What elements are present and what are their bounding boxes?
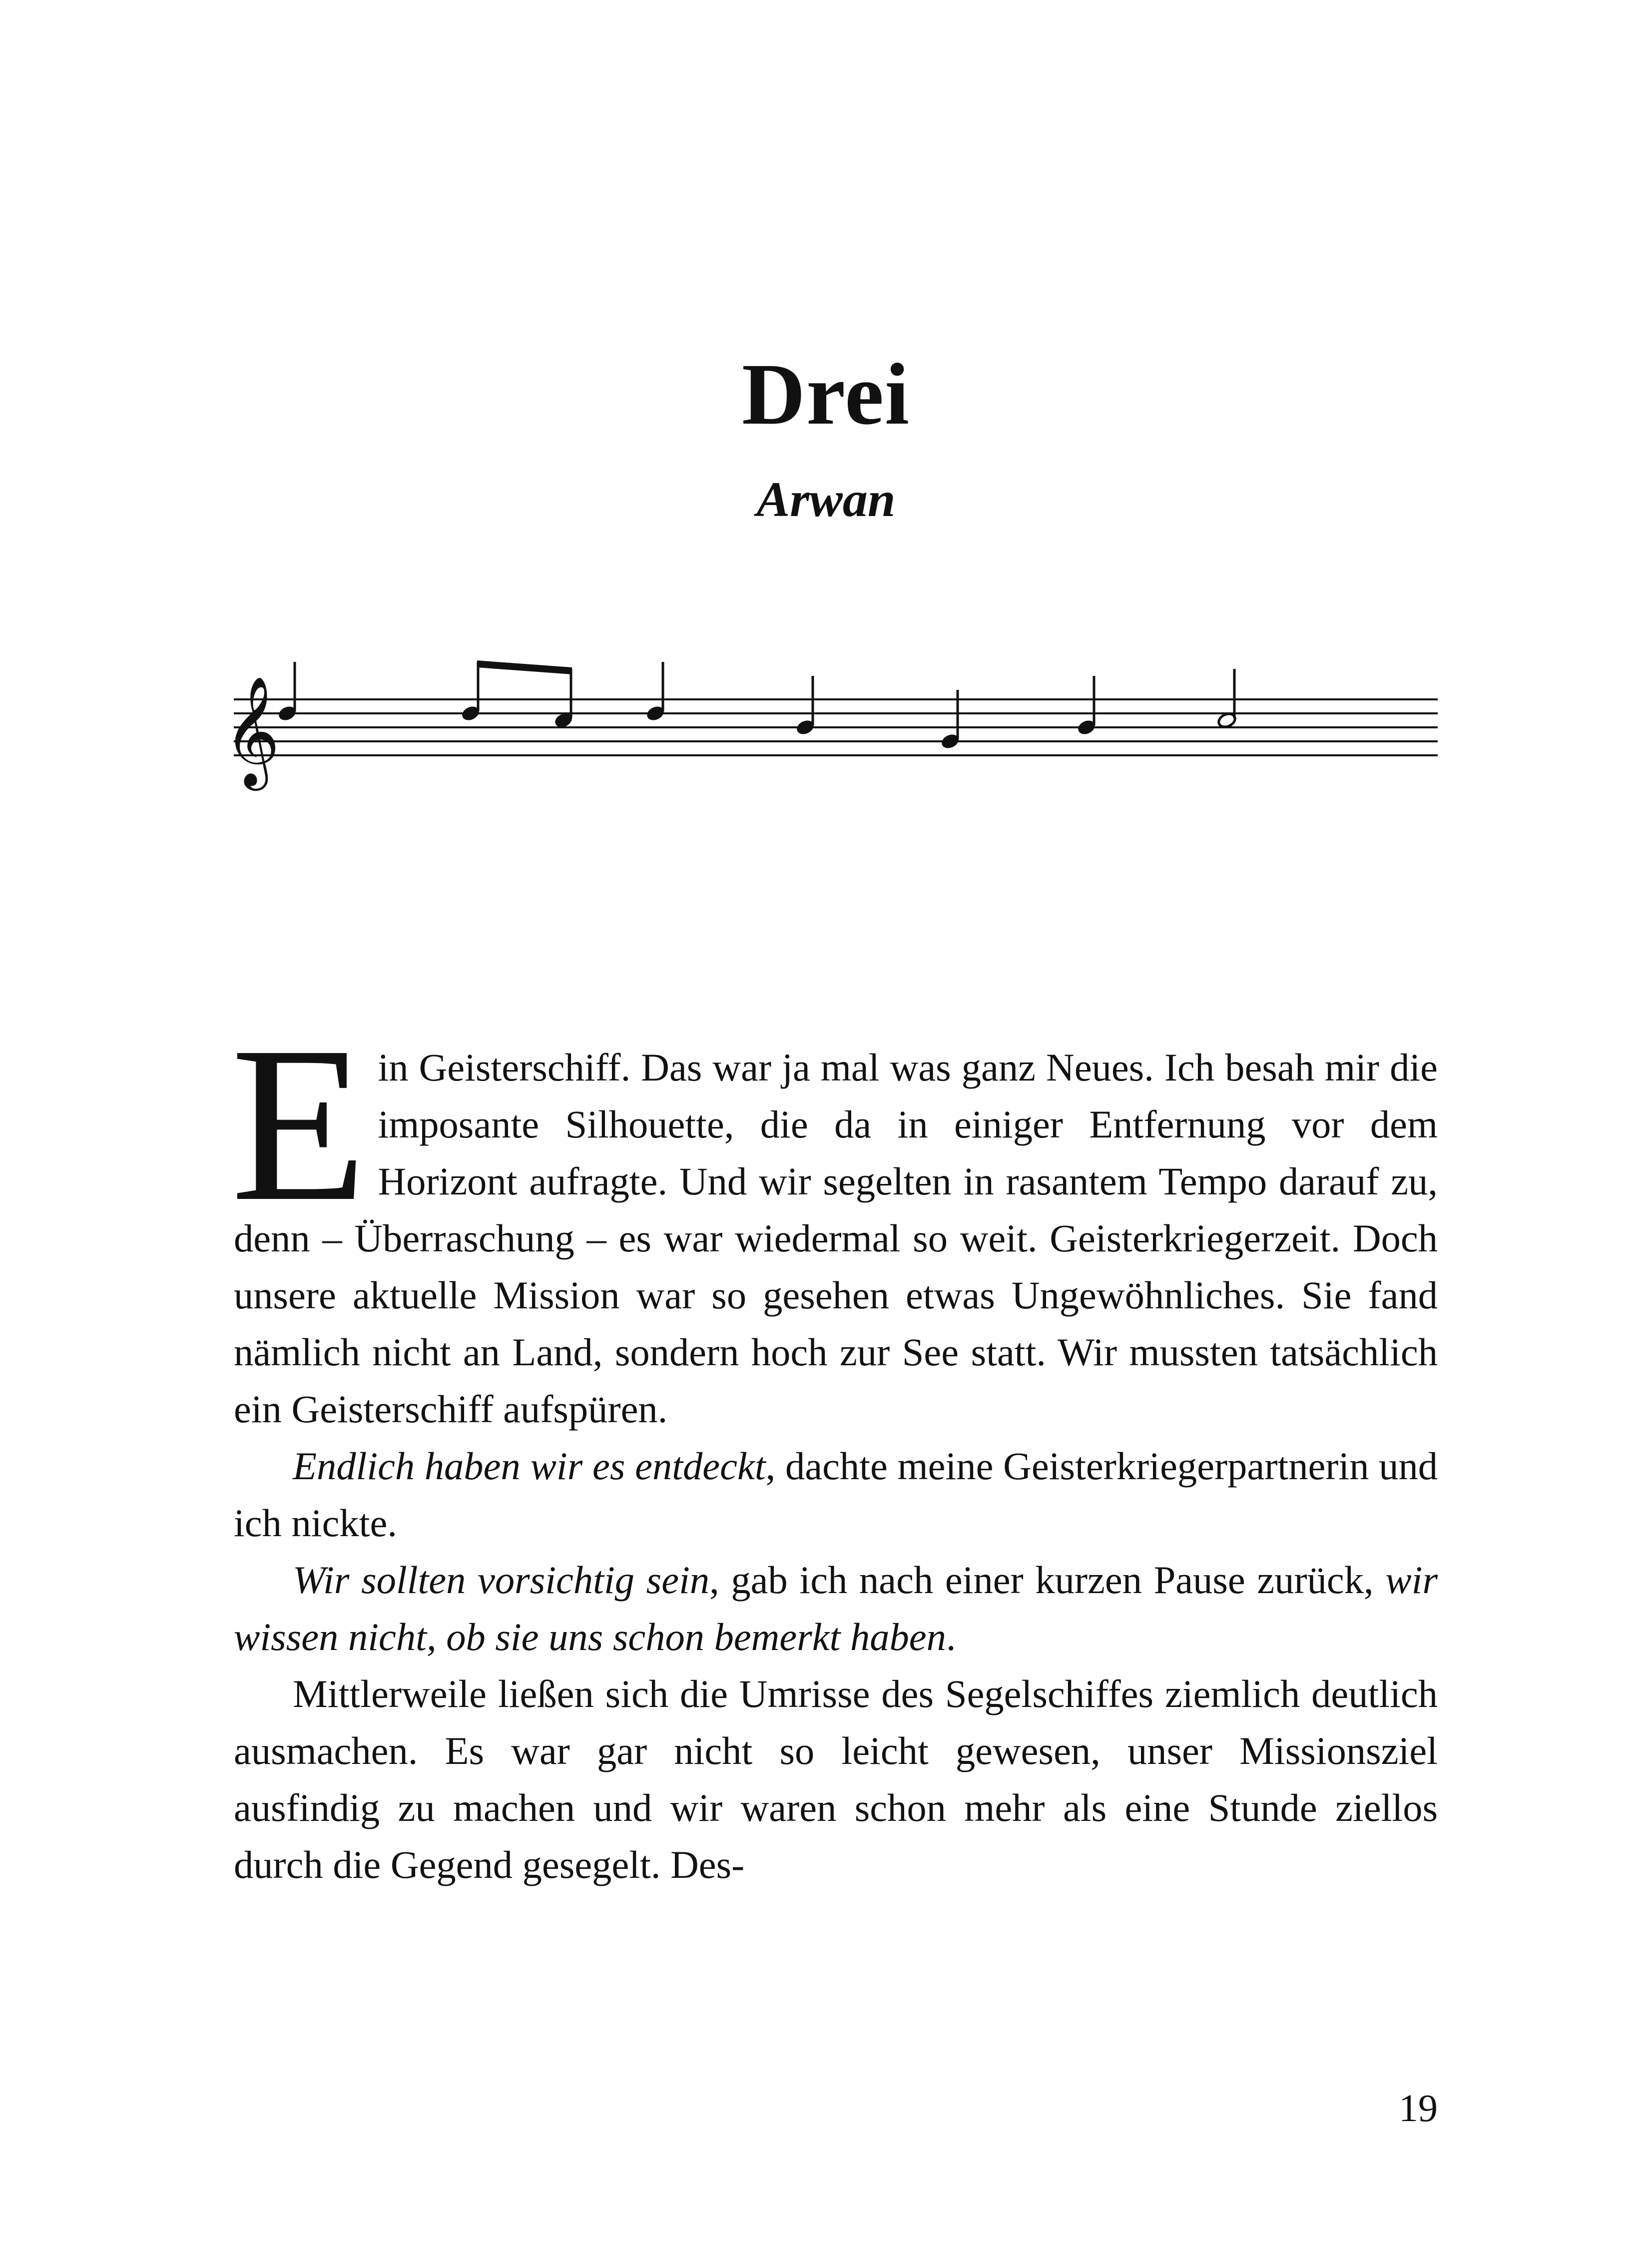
music-staff (0, 0, 1652, 849)
note-quarter (795, 676, 816, 736)
italic-thought: Endlich haben wir es entdeckt (293, 1444, 766, 1488)
note-quarter (645, 662, 666, 722)
note-eighth-pair (461, 660, 574, 729)
italic-thought: wir wissen nicht, ob sie uns schon bemerkt haben (234, 1558, 1438, 1659)
paragraph-text: , dachte meine Geisterkriegerpartnerin und ich nickte. (234, 1444, 1438, 1545)
paragraph-text: , gab ich nach einer kurzen Pause zurück, (709, 1558, 1386, 1602)
paragraph (234, 1666, 1438, 1893)
chapter-subtitle: Arwan (756, 472, 896, 527)
chapter-text (231, 1001, 1438, 1893)
drop-cap: E (231, 1001, 367, 1247)
paragraph-text: Mittlerweile ließen sich die Umrisse des Segelschiffes ziemlich deutlich ausmachen. Es war gar nicht so leicht gewesen, unser Missionsziel ausfindig zu machen und wir waren schon mehr als eine Stunde ziellos durch die Gegend gesegelt. Des- (234, 1672, 1438, 1886)
note-quarter (1077, 676, 1097, 736)
paragraph (234, 1552, 1438, 1666)
paragraph (231, 1001, 1438, 1438)
paragraph-text: . (946, 1615, 956, 1659)
notes (277, 660, 1237, 750)
note-quarter (277, 662, 298, 722)
paragraph (234, 1438, 1438, 1552)
page-number: 19 (1399, 2086, 1438, 2130)
paragraph-text: in Geisterschiff. Das war ja mal was ganz Neues. Ich besah mir die imposante Silhouette, die da in einiger Entfernung vor dem Horizont aufragte. Und wir segelten in rasantem Tempo darauf zu, denn – Überraschung – es war wiedermal so weit. Geisterkriegerzeit. Doch unsere aktuelle Mission war so gesehen etwas Ungewöhnliches. Sie fand nämlich nicht an Land, sondern hoch zur See statt. Wir mussten tatsächlich ein Geisterschiff aufspüren. (234, 1046, 1438, 1431)
chapter-title: Drei (741, 346, 911, 443)
treble-clef-icon: 𝄞 (224, 675, 280, 786)
italic-thought: Wir sollten vorsichtig sein (293, 1558, 710, 1602)
